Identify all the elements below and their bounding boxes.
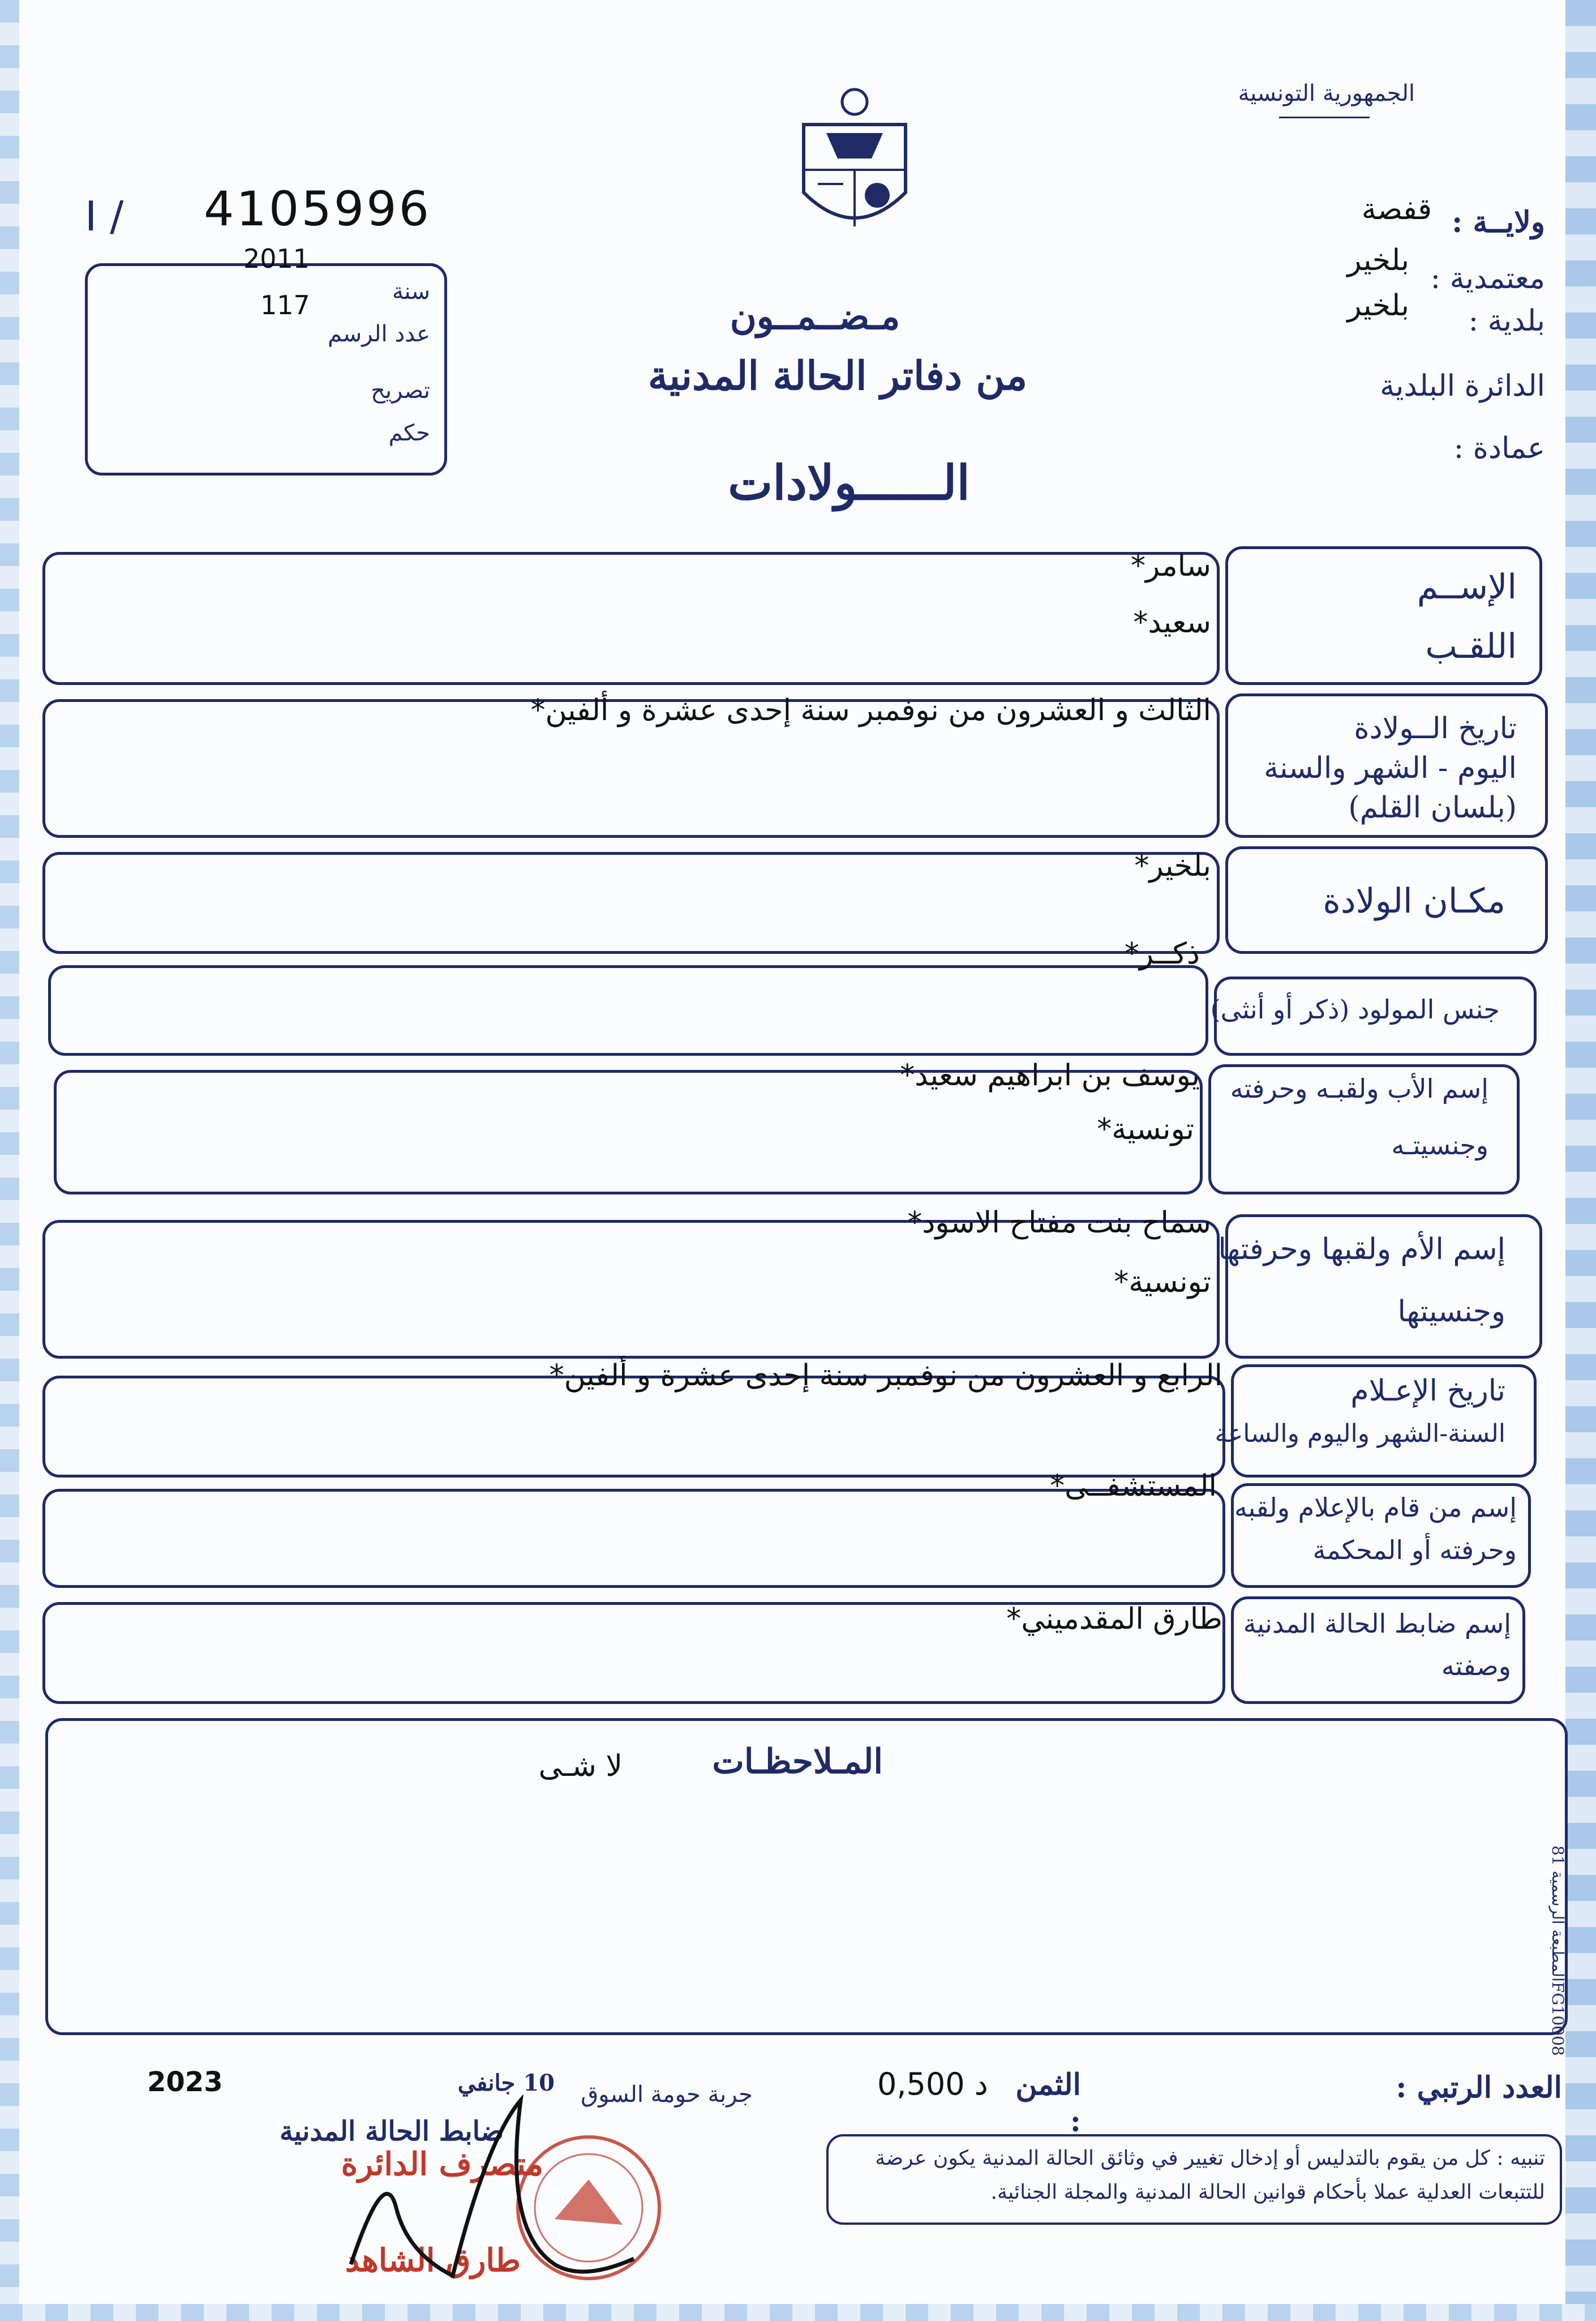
- father-value: يوسف بن ابراهيم سعيد*: [900, 1059, 1200, 1093]
- title-contents: مـضــمــون: [730, 296, 900, 338]
- omada-label: عمادة :: [1453, 431, 1545, 465]
- father-label: إسم الأب ولقبـه وحرفته: [1230, 1073, 1488, 1104]
- declaration-date-value: الرابع و العشرون من نوفمبر سنة إحدى عشرة و ألفين*: [549, 1359, 1222, 1393]
- birth-date-pen-label: (بلسان القلم): [1348, 791, 1517, 825]
- price-label: الثمن :: [1015, 2067, 1081, 2139]
- sex-value-box: [48, 965, 1208, 1056]
- father-nationality-label: وجنسيتـه: [1391, 1130, 1488, 1160]
- wilaya-value: قفصة: [1361, 192, 1432, 226]
- declaration-date-sublabel: السنة-الشهر واليوم والساعة: [1215, 1419, 1505, 1448]
- declarant-value-box: [42, 1489, 1225, 1588]
- bottom-border: [0, 2304, 1596, 2321]
- birth-date-value: الثالث و العشرون من نوفمبر سنة إحدى عشرة و ألفين*: [530, 693, 1211, 727]
- republic-label: الجمهورية التونسية: [1238, 80, 1415, 106]
- header-divider: [1279, 117, 1370, 118]
- mother-nationality-value: تونسية*: [1114, 1265, 1211, 1299]
- act-label: عدد الرسم: [328, 321, 430, 347]
- printer-imprint: المطبعة الرسمية 81FG10008: [1548, 1845, 1567, 2056]
- officer-role: متصرف الدائرة: [341, 2146, 543, 2183]
- officer-title: ضابط الحالة المدنية: [279, 2116, 504, 2147]
- declaration-date-label: تاريخ الإعـلام: [1350, 1374, 1505, 1408]
- reference-slash: I /: [85, 192, 124, 240]
- mother-nationality-label: وجنسيتها: [1397, 1295, 1505, 1329]
- signature-stamp-icon: [317, 2095, 668, 2298]
- surname-label: اللقـب: [1425, 627, 1517, 666]
- reference-number: 4105996: [204, 181, 432, 237]
- date-year: 2023: [147, 2066, 223, 2098]
- left-border: [0, 0, 19, 2321]
- surname-value: سعيد*: [1133, 606, 1211, 640]
- remarks-value: لا شـى: [538, 1749, 623, 1783]
- officer-name: طارق الشاهد: [345, 2242, 521, 2279]
- title-registers: من دفاتر الحالة المدنية: [647, 352, 1028, 399]
- registrar-label: إسم ضابط الحالة المدنية: [1243, 1608, 1511, 1639]
- registrar-sublabel: وصفته: [1441, 1651, 1511, 1681]
- sex-label: جنس المولود (ذكر أو أنثى): [1210, 994, 1500, 1025]
- right-border: [1565, 0, 1596, 2321]
- daira-label: الدائرة البلدية: [1380, 369, 1545, 403]
- tunisia-emblem-icon: [792, 85, 917, 243]
- name-label: الإســم: [1417, 567, 1517, 607]
- birth-place-value: بلخير*: [1134, 849, 1211, 883]
- birth-date-sublabel: اليوم - الشهر والسنة: [1264, 751, 1517, 785]
- father-nationality-value: تونسية*: [1097, 1112, 1194, 1146]
- wilaya-label: ولايــة :: [1452, 205, 1545, 239]
- year-label: سنة: [392, 279, 430, 305]
- place-label: جربة حومة السوق: [581, 2082, 753, 2108]
- remarks-label: المـلاحظـات: [712, 1742, 883, 1782]
- year-value: 2011: [243, 243, 310, 274]
- registrar-value: طارق المقدميني*: [1006, 1602, 1222, 1636]
- act-value: 117: [260, 290, 310, 320]
- judgment-label: حكم: [388, 420, 430, 446]
- serial-label: العدد الرتبي :: [1396, 2070, 1562, 2105]
- motamadiya-value: بلخير: [1347, 243, 1409, 277]
- mother-label: إسم الأم ولقبها وحرفتها: [1218, 1232, 1505, 1266]
- title-births: الــــــولادات: [728, 455, 970, 511]
- declaration-label: تصريح: [371, 378, 430, 404]
- declarant-value: المستشفــى*: [1050, 1469, 1217, 1503]
- name-value: سامر*: [1131, 549, 1211, 583]
- price-value: 0,500 د: [877, 2066, 988, 2102]
- mother-value: سماح بنت مفتاح الاسود*: [907, 1206, 1211, 1240]
- baladiya-label: بلدية :: [1468, 304, 1545, 338]
- declarant-label: إسم من قام بالإعلام ولقبه: [1234, 1492, 1517, 1523]
- date-day-month: 10 جانفي: [457, 2070, 555, 2096]
- birth-date-label: تاريخ الــولادة: [1354, 712, 1517, 746]
- motamadiya-label: معتمدية :: [1430, 262, 1545, 296]
- baladiya-value: بلخير: [1347, 289, 1409, 323]
- declarant-sublabel: وحرفته أو المحكمة: [1312, 1535, 1517, 1565]
- warning-line-2: للتتبعات العدلية عملا بأحكام قوانين الحالة المدنية والمجلة الجنائية.: [990, 2181, 1545, 2204]
- sex-value: ذكــر*: [1124, 937, 1200, 971]
- warning-line-1: تنبيه : كل من يقوم بالتدليس أو إدخال تغيير في وثائق الحالة المدنية يكون عرضة: [875, 2147, 1545, 2170]
- birth-place-label: مكـان الولادة: [1323, 881, 1505, 921]
